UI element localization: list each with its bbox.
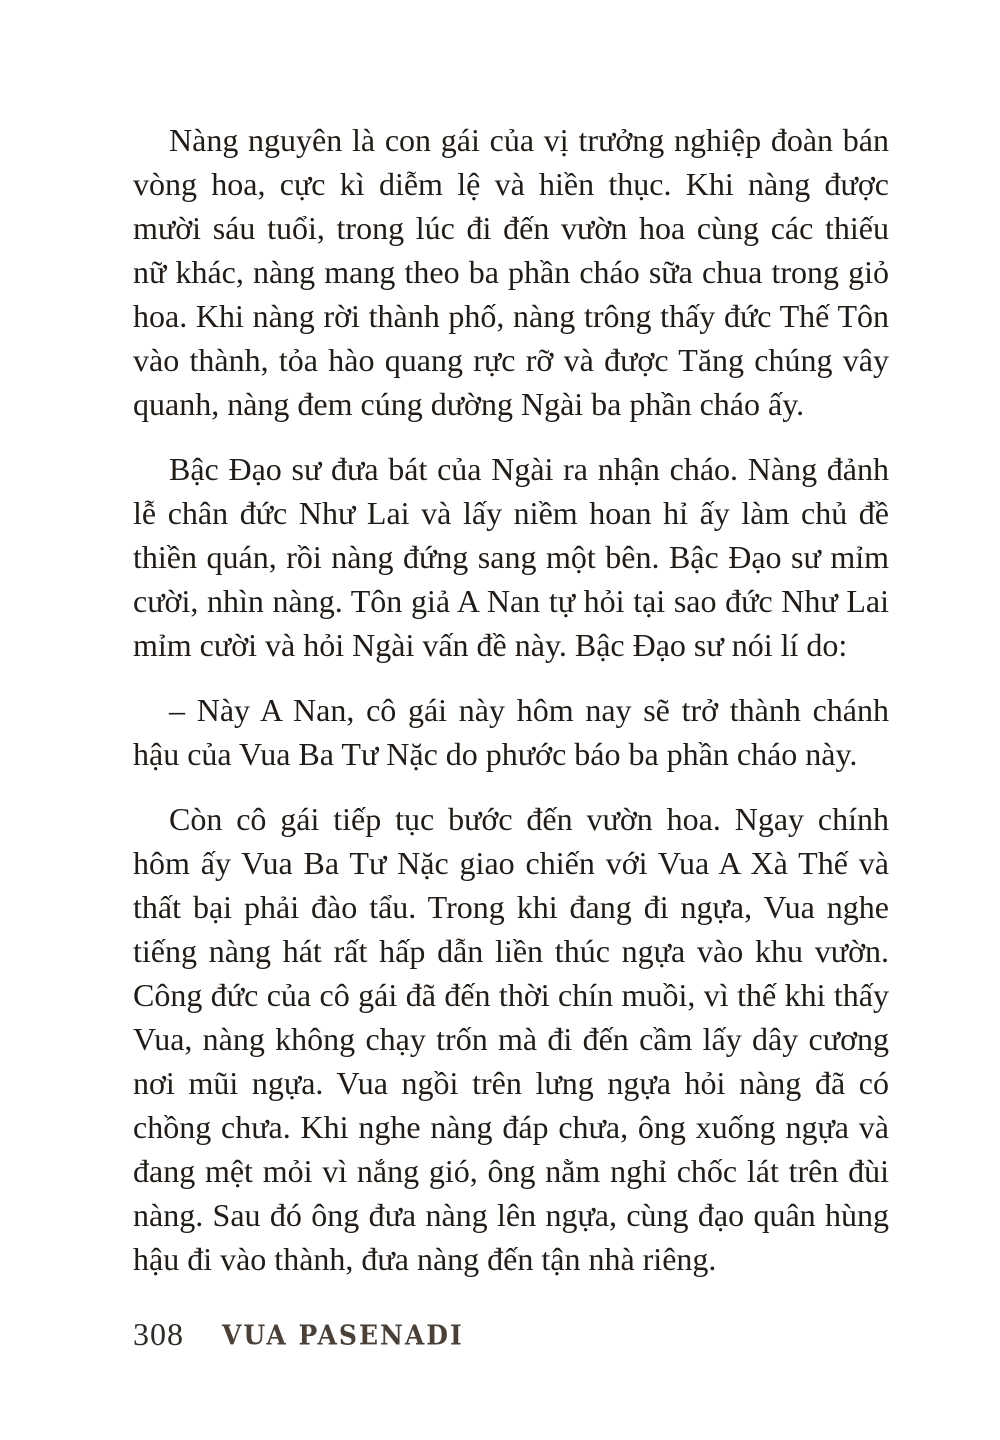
- paragraph-1: Nàng nguyên là con gái của vị trưởng nghiệp đoàn bán vòng hoa, cực kì diễm lệ và hiền thục. Khi nàng được mười sáu tuổi, trong lúc đi đến vườn hoa cùng các thiếu nữ khác, nàng mang theo ba phần cháo sữa chua trong giỏ hoa. Khi nàng rời thành phố, nàng trông thấy đức Thế Tôn vào thành, tỏa hào quang rực rỡ và được Tăng chúng vây quanh, nàng đem cúng dường Ngài ba phần cháo ấy.: [133, 122, 889, 422]
- body-text-block: [133, 118, 889, 1281]
- running-title: VUA PASENADI: [222, 1319, 464, 1351]
- page-footer: [133, 1316, 464, 1353]
- paragraph-2: Bậc Đạo sư đưa bát của Ngài ra nhận cháo. Nàng đảnh lễ chân đức Như Lai và lấy niềm hoan hỉ ấy làm chủ đề thiền quán, rồi nàng đứng sang một bên. Bậc Đạo sư mỉm cười, nhìn nàng. Tôn giả A Nan tự hỏi tại sao đức Như Lai mỉm cười và hỏi Ngài vấn đề này. Bậc Đạo sư nói lí do:: [133, 451, 889, 663]
- paragraph-4: Còn cô gái tiếp tục bước đến vườn hoa. Ngay chính hôm ấy Vua Ba Tư Nặc giao chiến với Vua A Xà Thế và thất bại phải đào tẩu. Trong khi đang đi ngựa, Vua nghe tiếng nàng hát rất hấp dẫn liền thúc ngựa vào khu vườn. Công đức của cô gái đã đến thời chín muồi, vì thế khi thấy Vua, nàng không chạy trốn mà đi đến cầm lấy dây cương nơi mũi ngựa. Vua ngồi trên lưng ngựa hỏi nàng đã có chồng chưa. Khi nghe nàng đáp chưa, ông xuống ngựa và đang mệt mỏi vì nắng gió, ông nằm nghỉ chốc lát trên đùi nàng. Sau đó ông đưa nàng lên ngựa, cùng đạo quân hùng hậu đi vào thành, đưa nàng đến tận nhà riêng.: [133, 801, 889, 1277]
- page-number: 308: [133, 1316, 184, 1352]
- paragraph-3-dialogue: – Này A Nan, cô gái này hôm nay sẽ trở thành chánh hậu của Vua Ba Tư Nặc do phước báo ba phần cháo này.: [133, 692, 889, 772]
